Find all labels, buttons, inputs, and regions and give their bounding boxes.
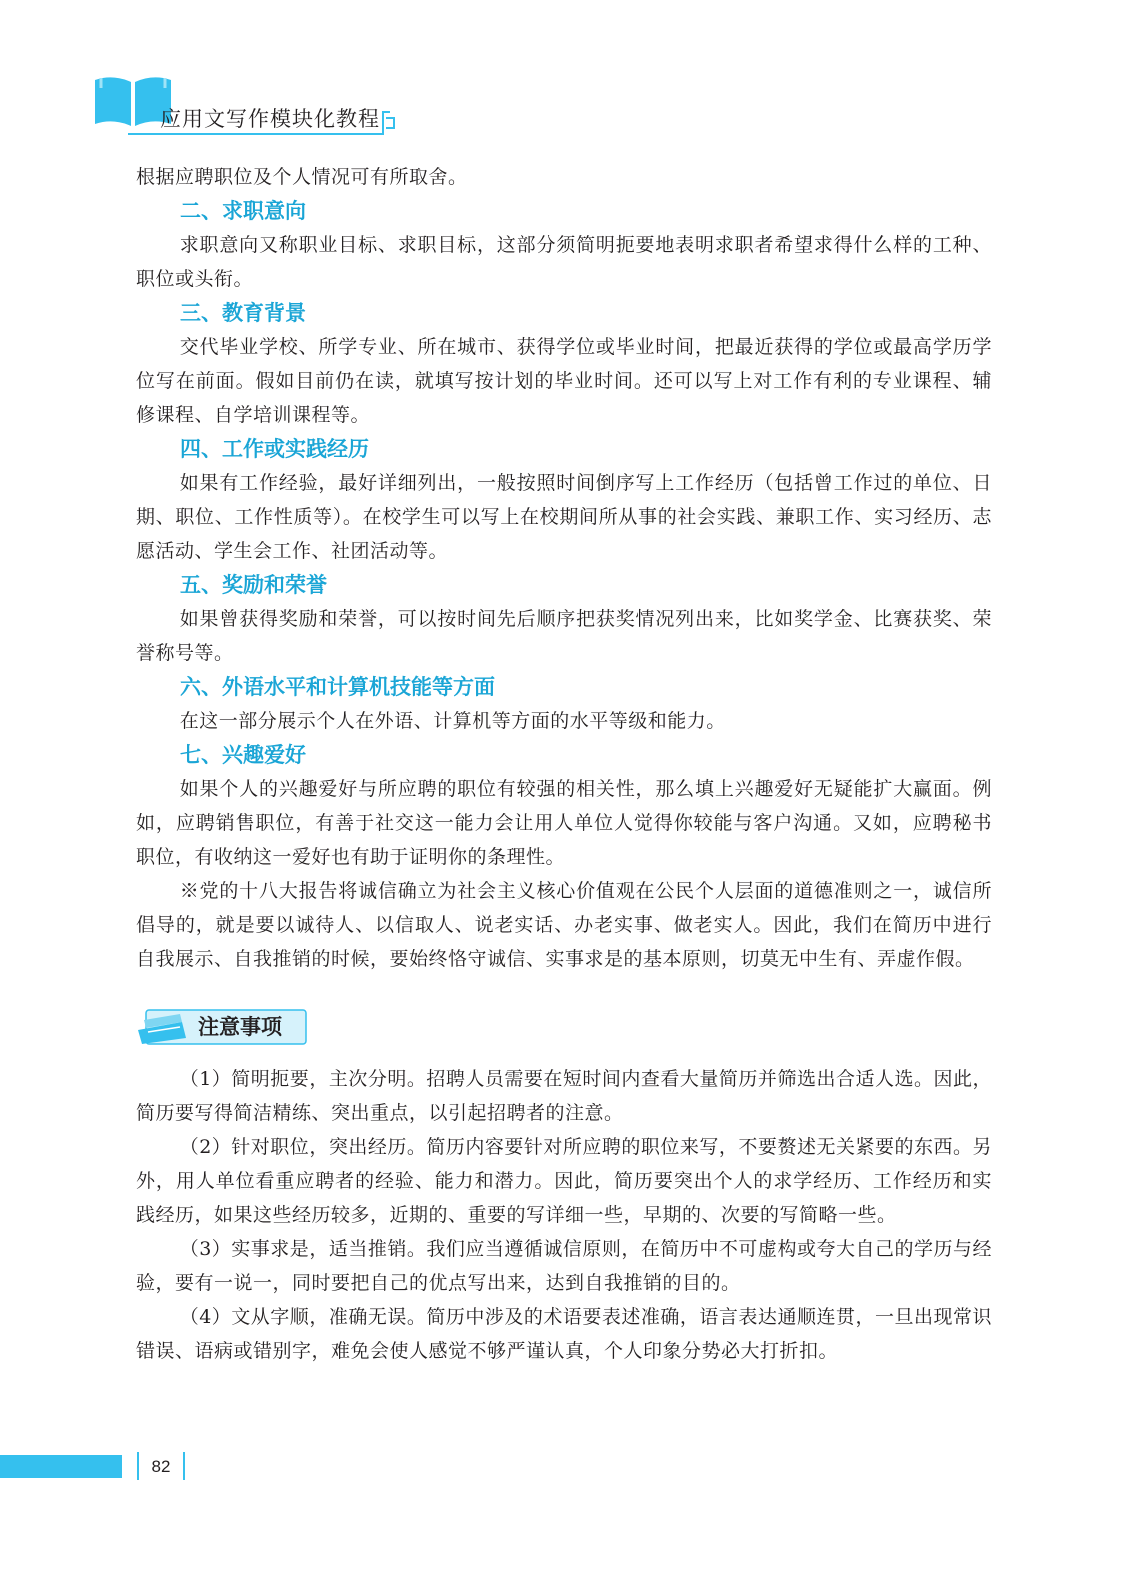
notice-title: 注意事项 <box>198 1015 282 1039</box>
page-content <box>136 160 992 1368</box>
section-heading-hobbies: 七、兴趣爱好 <box>180 743 306 767</box>
paragraph: 在这一部分展示个人在外语、计算机等方面的水平等级和能力。 <box>179 710 726 732</box>
section-heading-skills: 六、外语水平和计算机技能等方面 <box>180 675 495 699</box>
paragraph: 求职意向又称职业目标、求职目标，这部分须简明扼要地表明求职者希望求得什么样的工种、职位或头衔。 <box>136 234 992 290</box>
section-heading-education: 三、教育背景 <box>180 301 306 325</box>
paragraph: 如果曾获得奖励和荣誉，可以按时间先后顺序把获奖情况列出来，比如奖学金、比赛获奖、荣誉称号等。 <box>136 608 992 664</box>
notice-item: （2）针对职位，突出经历。简历内容要针对所应聘的职位来写，不要赘述无关紧要的东西。另外，用人单位看重应聘者的经验、能力和潜力。因此，简历要突出个人的求学经历、工作经历和实践经历，如果这些经历较多，近期的、重要的写详细一些，早期的、次要的写简略一些。 <box>136 1136 992 1226</box>
paragraph: 交代毕业学校、所学专业、所在城市、获得学位或毕业时间，把最近获得的学位或最高学历学位写在前面。假如目前仍在读，就填写按计划的毕业时间。还可以写上对工作有利的专业课程、辅修课程、自学培训课程等。 <box>136 336 992 426</box>
page-number: 82 <box>151 1457 171 1476</box>
paragraph: 如果有工作经验，最好详细列出，一般按照时间倒序写上工作经历（包括曾工作过的单位、日期、职位、工作性质等）。在校学生可以写上在校期间所从事的社会实践、兼职工作、实习经历、志愿活动、学生会工作、社团活动等。 <box>136 472 992 562</box>
footer-bar <box>0 1455 122 1478</box>
paragraph: 如果个人的兴趣爱好与所应聘的职位有较强的相关性，那么填上兴趣爱好无疑能扩大赢面。例如，应聘销售职位，有善于社交这一能力会让用人单位人觉得你较能与客户沟通。又如，应聘秘书职位，有收纳这一爱好也有助于证明你的条理性。 <box>136 778 992 868</box>
paragraph-integrity-note: ※党的十八大报告将诚信确立为社会主义核心价值观在公民个人层面的道德准则之一，诚信所倡导的，就是要以诚待人、以信取人、说老实话、办老实事、做老实人。因此，我们在简历中进行自我展示、自我推销的时候，要始终恪守诚信、实事求是的基本原则，切莫无中生有、弄虚作假。 <box>136 880 992 970</box>
book-title: 应用文写作模块化教程 <box>160 107 380 131</box>
notice-header <box>136 1004 992 1050</box>
notice-item: （4）文从字顺，准确无误。简历中涉及的术语要表述准确，语言表达通顺连贯，一旦出现常识错误、语病或错别字，难免会使人感觉不够严谨认真，个人印象分势必大打折扣。 <box>136 1306 992 1362</box>
paragraph: 根据应聘职位及个人情况可有所取舍。 <box>136 166 468 188</box>
section-heading-experience: 四、工作或实践经历 <box>180 437 369 461</box>
footer-divider <box>137 1452 139 1480</box>
section-heading-awards: 五、奖励和荣誉 <box>180 573 327 597</box>
footer-divider <box>183 1452 185 1480</box>
section-heading-job-intention: 二、求职意向 <box>180 199 306 223</box>
notice-item: （1）简明扼要，主次分明。招聘人员需要在短时间内查看大量简历并筛选出合适人选。因此，简历要写得简洁精练、突出重点，以引起招聘者的注意。 <box>136 1068 992 1124</box>
notice-item: （3）实事求是，适当推销。我们应当遵循诚信原则，在简历中不可虚构或夸大自己的学历与经验，要有一说一，同时要把自己的优点写出来，达到自我推销的目的。 <box>136 1238 992 1294</box>
